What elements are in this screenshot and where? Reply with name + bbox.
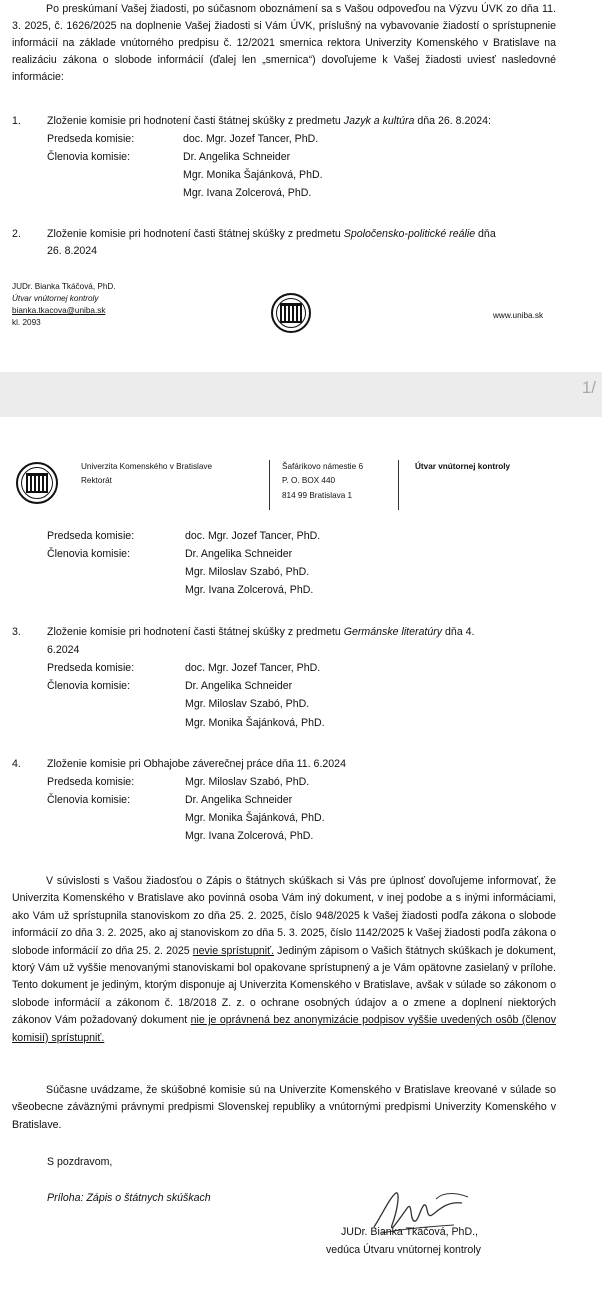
section-3-number: 3.: [12, 626, 21, 638]
section-1-member: Mgr. Monika Šajánková, PhD.: [183, 169, 323, 181]
section-2-chair-label: Predseda komisie:: [47, 530, 135, 542]
section-3-title-line2: 6.2024: [47, 644, 80, 656]
body-paragraph-2: Súčasne uvádzame, že skúšobné komisie sú na Univerzite Komenského v Bratislave kreované v súlade so všeobecne záväznými právnymi predpismi Slovenskej republiky a vnútornými predpismi Univerzity Komenského v Bratislave.: [12, 1084, 556, 1131]
header-divider: [269, 460, 270, 510]
footer-email[interactable]: bianka.tkacova@uniba.sk: [12, 306, 106, 315]
section-2-number: 2.: [12, 228, 21, 240]
greeting: S pozdravom,: [47, 1156, 113, 1168]
intro-paragraph: Po preskúmaní Vašej žiadosti, po súčasnom oboznámení sa s Vašou odpoveďou na Výzvu ÚVK zo dňa 11. 3. 2025, č. 1626/2025 na doplnenie Vašej žiadosti si Vám ÚVK, príslušný na vybavovanie žiadostí o sprístupnenie informácií na základe vnútorného predpisu č. 12/2021 smernica rektora Univerzity Komenského v Bratislave na realizáciu zákona o slobode informácií (ďalej len „smernica“) dovoľujeme k Vašej žiadosti uviesť nasledovné informácie:: [12, 3, 556, 83]
section-3-member: Dr. Angelika Schneider: [185, 680, 293, 692]
header-divider: [398, 460, 399, 510]
section-3-member: Mgr. Monika Šajánková, PhD.: [185, 717, 325, 729]
section-1-title: Zloženie komisie pri hodnotení časti štátnej skúšky z predmetu Jazyk a kultúra dňa 26. 8.2024:: [47, 115, 491, 127]
section-1-chair: doc. Mgr. Jozef Tancer, PhD.: [183, 133, 319, 145]
section-2-member: Mgr. Miloslav Szabó, PhD.: [185, 566, 310, 578]
header-address-1: Šafárikovo námestie 6: [282, 462, 364, 471]
section-1-chair-label: Predseda komisie:: [47, 133, 135, 145]
footer-ext: kl. 2093: [12, 318, 41, 327]
section-2-title: Zloženie komisie pri hodnotení časti štátnej skúšky z predmetu Spoločensko-politické reálie dňa: [47, 228, 496, 240]
section-1-number: 1.: [12, 115, 21, 127]
document-page-2: [0, 417, 602, 1292]
signatory-name: JUDr. Bianka Tkáčová, PhD.,: [341, 1226, 478, 1238]
section-1-member: Dr. Angelika Schneider: [183, 151, 291, 163]
body-paragraph-1: V súvislosti s Vašou žiadosťou o Zápis o štátnych skúškach si Vás pre úplnosť dovoľujeme informovať, že Univerzita Komenského v Bratislave ako povinná osoba Vám iný dokument, v inej podobe a s inými informáciami, ako Vám už sprístupnila stanoviskom zo dňa 25. 2. 2025, číslo 948/2025 k Vašej žiadosti podľa zákona o slobode informácií zo dňa 3. 2. 2025, ako aj stanoviskom zo dňa 5. 3. 2025, číslo 1142/2025 k Vašej žiadosti podľa zákona o slobode informácií zo dňa 25. 2. 2025 nevie sprístupniť. Jediným zápisom o Vašich štátnych skúškach je dokument, ktorý Vám už vyššie menovanými stanoviskami bol opakovane sprístupnený a je Vám opätovne zasielaný v prílohe. Tento dokument je jediným, ktorým disponuje aj Univerzita Komenského v Bratislave, avšak v súlade so zákonom o slobode informácií a zákonom č. 18/2018 Z. z. o ochrane osobných údajov a o zmene a doplnení niektorých zákonov Vám požadovaný dokument nie je oprávnená bez anonymizácie podpisov vyššie uvedených osôb (členov komisií) sprístupniť.: [12, 875, 557, 1044]
section-4-member: Mgr. Ivana Zolcerová, PhD.: [185, 830, 314, 842]
signatory-title: vedúca Útvaru vnútornej kontroly: [326, 1244, 481, 1256]
header-address-3: 814 99 Bratislava 1: [282, 491, 353, 500]
section-4-number: 4.: [12, 758, 21, 770]
section-4-member: Dr. Angelika Schneider: [185, 794, 293, 806]
section-3-chair: doc. Mgr. Jozef Tancer, PhD.: [185, 662, 321, 674]
section-2-member: Dr. Angelika Schneider: [185, 548, 293, 560]
document-page-1: [0, 0, 602, 372]
university-seal-icon: [271, 293, 311, 333]
section-4-title: Zloženie komisie pri Obhajobe záverečnej práce dňa 11. 6.2024: [47, 758, 346, 770]
section-1-member: Mgr. Ivana Zolcerová, PhD.: [183, 187, 312, 199]
section-2-title-line2: 26. 8.2024: [47, 245, 98, 257]
page-indicator: 1/: [581, 378, 596, 397]
attachment-note: Príloha: Zápis o štátnych skúškach: [47, 1192, 211, 1204]
section-4-member: Mgr. Monika Šajánková, PhD.: [185, 812, 325, 824]
header-rectorate: Rektorát: [81, 476, 112, 485]
footer-web[interactable]: www.uniba.sk: [493, 311, 544, 320]
section-3-chair-label: Predseda komisie:: [47, 662, 135, 674]
section-4-members-label: Členovia komisie:: [47, 794, 131, 806]
header-office: Útvar vnútornej kontroly: [415, 462, 511, 471]
section-2-chair: doc. Mgr. Jozef Tancer, PhD.: [185, 530, 321, 542]
footer-dept: Útvar vnútornej kontroly: [12, 294, 99, 303]
section-1-members-label: Členovia komisie:: [47, 151, 131, 163]
page-separator: [0, 372, 602, 417]
section-2-member: Mgr. Ivana Zolcerová, PhD.: [185, 584, 314, 596]
section-4-chair-label: Predseda komisie:: [47, 776, 135, 788]
footer-name: JUDr. Bianka Tkáčová, PhD.: [12, 282, 116, 291]
header-university: Univerzita Komenského v Bratislave: [81, 462, 213, 471]
university-logo-icon: [16, 462, 58, 504]
header-address-2: P. O. BOX 440: [282, 476, 336, 485]
section-3-title: Zloženie komisie pri hodnotení časti štátnej skúšky z predmetu Germánske literatúry dňa 4.: [47, 626, 475, 638]
section-3-member: Mgr. Miloslav Szabó, PhD.: [185, 698, 310, 710]
section-4-chair: Mgr. Miloslav Szabó, PhD.: [185, 776, 310, 788]
section-2-members-label: Členovia komisie:: [47, 548, 131, 560]
section-3-members-label: Členovia komisie:: [47, 680, 131, 692]
